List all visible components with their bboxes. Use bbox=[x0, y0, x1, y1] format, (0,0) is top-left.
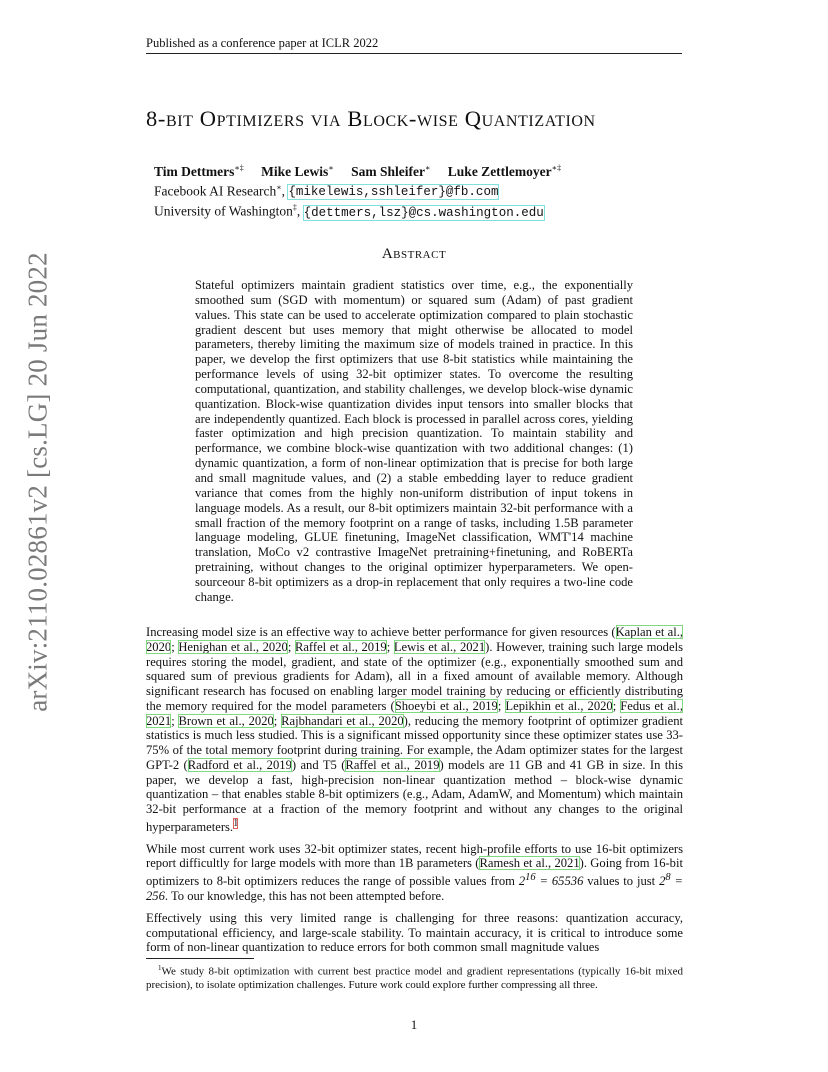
email-link[interactable]: {mikelewis,sshleifer}@fb.com bbox=[288, 185, 499, 199]
citation-link[interactable]: Raffel et al., 2019 bbox=[294, 639, 387, 654]
citation-link[interactable]: Kaplan et al., 2020 bbox=[146, 625, 683, 654]
abstract-text: Stateful optimizers maintain gradient statistics over time, e.g., the exponentially smoothed sum (SGD with momentum) or squared sum (Adam) of past gradient values. This state can be used to accelerate optimization compared to plain stochastic gradient descent but uses memory that might otherwise be allocated to model parameters, thereby limiting the maximum size of models trained in practice. In this paper, we develop the first optimizers that use 8-bit statistics while maintaining the performance levels of using 32-bit optimizer states. To overcome the resulting computational, quantization, and stability challenges, we develop block-wise dynamic quantization. Block-wise quantization divides input tensors into smaller blocks that are independently quantized. Each block is processed in parallel across cores, yielding faster optimization and high precision quantization. To maintain stability and performance, we combine block-wise quantization with two additional changes: (1) dynamic quantization, a form of non-linear optimization that is precise for both large and small magnitude values, and (2) a stable embedding layer to reduce gradient variance that comes from the highly non-uniform distribution of input tokens in language models. As a result, our 8-bit optimizers maintain 32-bit performance with a small fraction of the memory footprint on a range of tasks, including 1.5B parameter language modeling, GLUE finetuning, ImageNet classification, WMT'14 machine translation, MoCo v2 contrastive ImageNet pretraining+finetuning, and RoBERTa pretraining, without changes to the original optimizer hyperparameters. We open-sourceour 8-bit optimizers as a drop-in replacement that only requires a two-line code change. bbox=[195, 278, 633, 604]
author-name: Tim Dettmers∗‡ bbox=[154, 163, 244, 179]
affiliation-line: University of Washington‡, {dettmers,lsz}@cs.washington.edu bbox=[154, 203, 544, 220]
author-names bbox=[154, 160, 674, 180]
abstract-heading: Abstract bbox=[381, 246, 447, 262]
footnote-marker-link[interactable]: 1 bbox=[233, 817, 239, 829]
affiliation-name: Facebook AI Research bbox=[154, 183, 277, 198]
running-header: Published as a conference paper at ICLR 2022 bbox=[146, 36, 379, 50]
author-name: Sam Shleifer∗ bbox=[351, 163, 431, 179]
citation-link[interactable]: Rajbhandari et al., 2020 bbox=[281, 713, 404, 728]
paragraph: While most current work uses 32-bit optimizer states, recent high-profile efforts to use 16-bit optimizers report difficultly for large models with more than 1B parameters (Ramesh et al., 2021). Going from 16-bit optimizers to 8-bit optimizers reduces the range of possible values from $2^{16} = 65536$ values to just $2^8 = 256$. To our knowledge, this has not been attempted before. bbox=[146, 841, 683, 904]
citation-link[interactable]: Shoeybi et al., 2019 bbox=[394, 698, 498, 713]
citation-link[interactable]: Lewis et al., 2021 bbox=[393, 639, 486, 654]
citation-link[interactable]: Fedus et al., 2021 bbox=[146, 698, 683, 728]
citation-link[interactable]: Henighan et al., 2020 bbox=[178, 639, 288, 654]
math-expression: $2^{16} = 65536$ bbox=[518, 872, 584, 889]
author-block bbox=[154, 160, 674, 221]
affiliation-line: Facebook AI Research∗, {mikelewis,sshleifer}@fb.com bbox=[154, 182, 499, 199]
citation-link[interactable]: Radford et al., 2019 bbox=[187, 757, 292, 772]
body-text bbox=[146, 625, 683, 962]
paper-title: 8-bit Optimizers via Block-wise Quantization bbox=[146, 106, 596, 131]
arxiv-stamp: arXiv:2110.02861v2 [cs.LG] 20 Jun 2022 bbox=[22, 252, 53, 712]
citation-link[interactable]: Raffel et al., 2019 bbox=[345, 757, 440, 772]
page-number: 1 bbox=[410, 1017, 418, 1032]
affiliation-name: University of Washington bbox=[154, 203, 293, 219]
header-rule bbox=[146, 53, 682, 54]
math-expression: $2^8 = 256$ bbox=[146, 872, 683, 904]
citation-link[interactable]: Ramesh et al., 2021 bbox=[479, 856, 580, 871]
author-name: Mike Lewis∗ bbox=[261, 163, 334, 179]
footnote: $^1$We study 8-bit optimization with current best practice model and gradient representations (typically 16-bit mixed precision), to isolate optimization challenges. Future work could explore further compressing all three. bbox=[146, 964, 683, 991]
paragraph: Effectively using this very limited range is challenging for three reasons: quantization accuracy, computational efficiency, and large-scale stability. To maintain accuracy, it is critical to introduce some form of non-linear quantization to reduce errors for both common small magnitude values bbox=[146, 910, 683, 955]
paragraph: Increasing model size is an effective way to achieve better performance for given resources (Kaplan et al., 2020; Henighan et al., 2020; Raffel et al., 2019; Lewis et al., 2021). However, training such large models requires storing the model, gradient, and state of the optimizer (e.g., exponentially smoothed sum and squared sum of previous gradients for Adam), all in a fixed amount of available memory. Although significant research has focused on enabling larger model training by reducing or efficiently distributing the memory required for the model parameters (Shoeybi et al., 2019; Lepikhin et al., 2020; Fedus et al., 2021; Brown et al., 2020; Rajbhandari et al., 2020), reducing the memory footprint of optimizer gradient statistics is much less studied. This is a significant missed opportunity since these optimizer states use 33-75% of the total memory footprint during training. For example, the Adam optimizer states for the largest GPT-2 (Radford et al., 2019) and T5 (Raffel et al., 2019) models are 11 GB and 41 GB in size. In this paper, we develop a fast, high-precision non-linear quantization method – block-wise dynamic quantization – that enables stable 8-bit optimizers (e.g., Adam, AdamW, and Momentum) which maintain 32-bit performance at a fraction of the memory footprint and without any changes to the original hyperparameters.$^1$ bbox=[146, 625, 684, 834]
citation-link[interactable]: Brown et al., 2020 bbox=[178, 713, 274, 728]
citation-link[interactable]: Lepikhin et al., 2020 bbox=[505, 698, 613, 713]
author-name: Luke Zettlemoyer∗‡ bbox=[447, 163, 562, 179]
email-link[interactable]: {dettmers,lsz}@cs.washington.edu bbox=[303, 205, 544, 220]
footnote-rule bbox=[146, 958, 254, 959]
